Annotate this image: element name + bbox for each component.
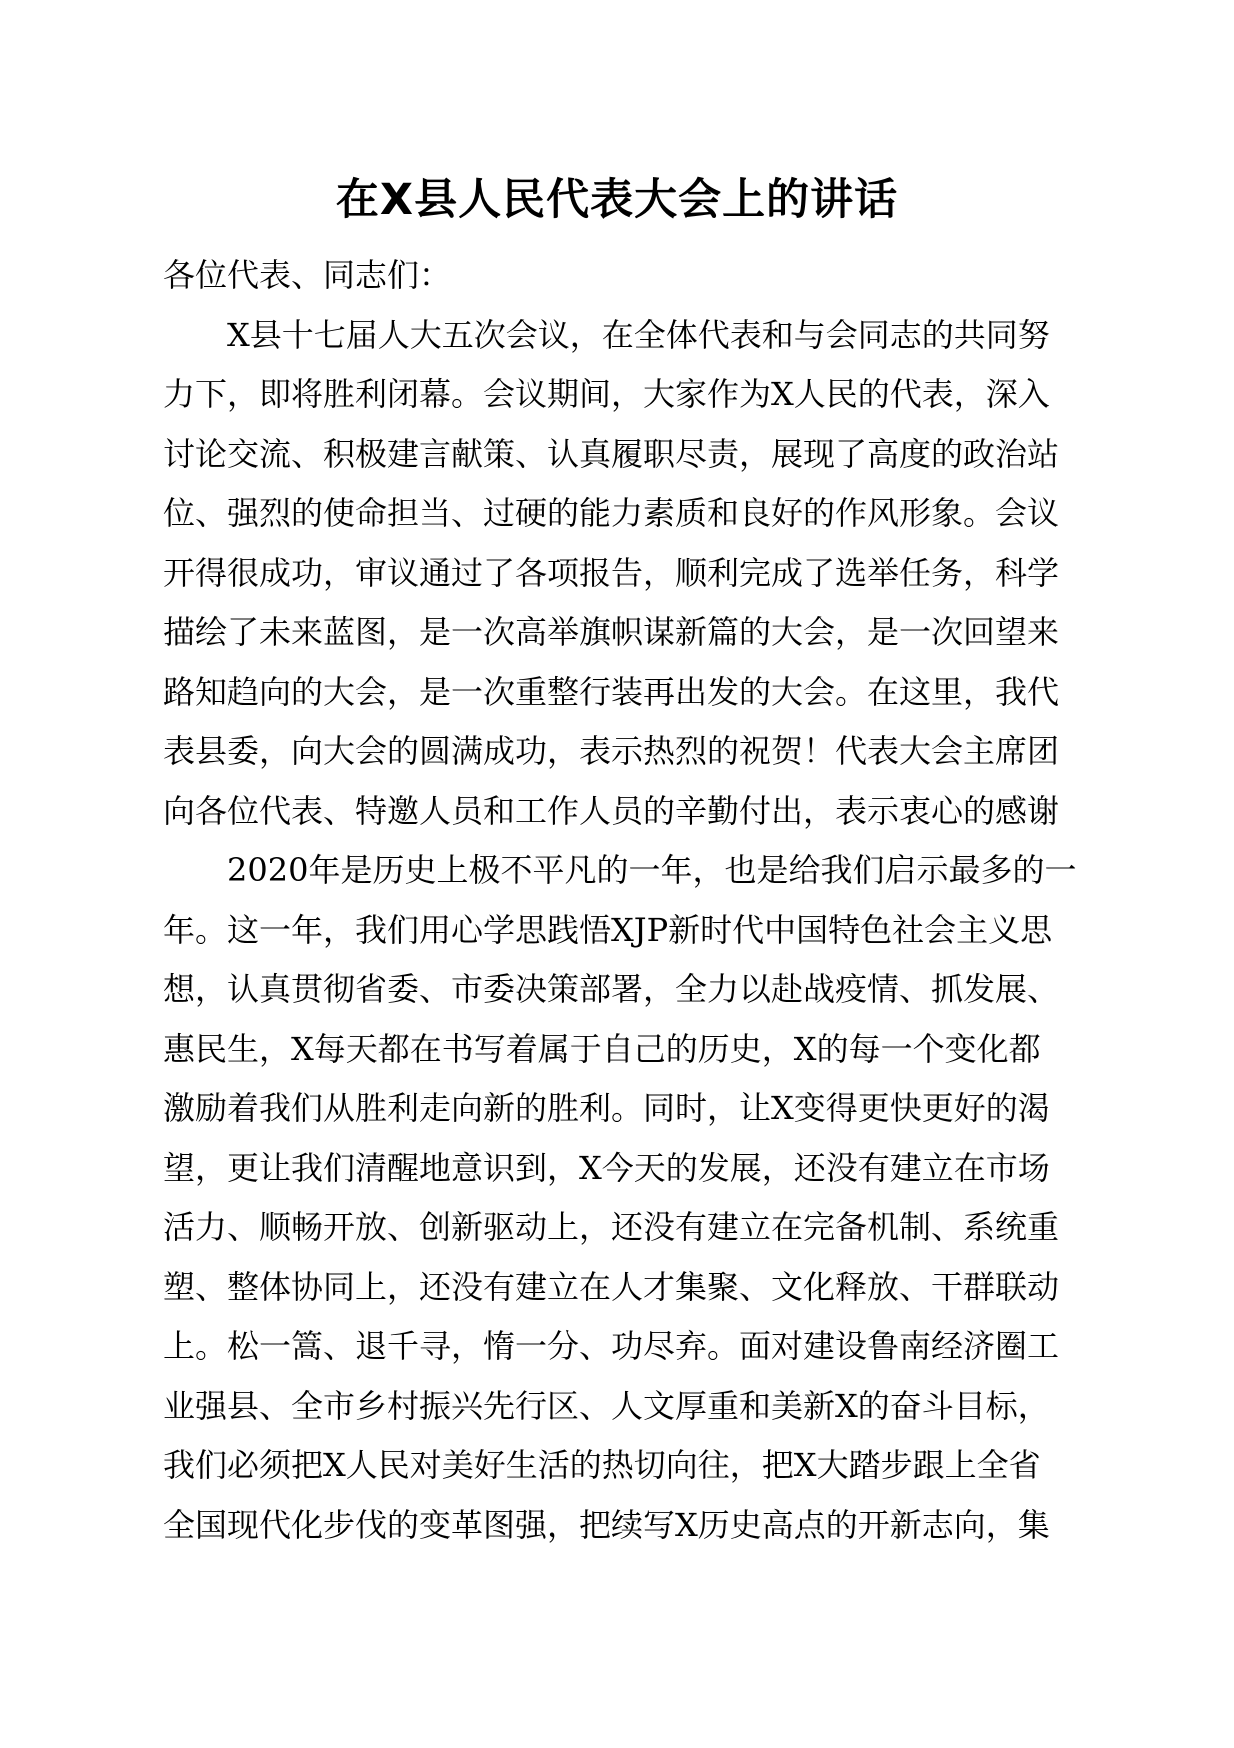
paragraph-line: 表县委，向大会的圆满成功，表示热烈的祝贺！代表大会主席团 xyxy=(163,732,1060,770)
paragraph-line: 上。松一篙、退千寻，惰一分、功尽弃。面对建设鲁南经济圈工 xyxy=(163,1327,1060,1365)
paragraph-2 xyxy=(163,841,1113,1555)
paragraph-line: 向各位代表、特邀人员和工作人员的辛勤付出，表示衷心的感谢 xyxy=(163,791,1060,830)
paragraph-line: 塑、整体协同上，还没有建立在人才集聚、文化释放、干群联动 xyxy=(163,1267,1060,1306)
paragraph-line: 业强县、全市乡村振兴先行区、人文厚重和美新X的奋斗目标， xyxy=(163,1386,1050,1425)
paragraph-line: 开得很成功，审议通过了各项报告，顺利完成了选举任务，科学 xyxy=(163,553,1060,592)
paragraph-line: 力下，即将胜利闭幕。会议期间，大家作为X人民的代表，深入 xyxy=(163,375,1050,413)
paragraph-line: 我们必须把X人民对美好生活的热切向往，把X大踏步跟上全省 xyxy=(163,1446,1041,1484)
paragraph-line: 激励着我们从胜利走向新的胜利。同时，让X变得更快更好的渴 xyxy=(163,1089,1050,1127)
paragraph-line: 路知趋向的大会，是一次重整行装再出发的大会。在这里，我代 xyxy=(163,672,1060,711)
greeting: 各位代表、同志们： xyxy=(163,256,452,294)
paragraph-line: 想，认真贯彻省委、市委决策部署，全力以赴战疫情、抓发展、 xyxy=(163,970,1060,1008)
paragraph-line: 讨论交流、积极建言献策、认真履职尽责，展现了高度的政治站 xyxy=(163,434,1060,473)
document-title: 在X县人民代表大会上的讲话 xyxy=(335,175,899,225)
document-body xyxy=(163,246,1113,1555)
paragraph-line: 全国现代化步伐的变革图强，把续写X历史高点的开新志向，集 xyxy=(163,1505,1050,1544)
paragraph-line: 年。这一年，我们用心学思践悟XJP新时代中国特色社会主义思 xyxy=(163,910,1053,949)
paragraph-line: 描绘了未来蓝图，是一次高举旗帜谋新篇的大会，是一次回望来 xyxy=(163,613,1060,651)
paragraph-line: 活力、顺畅开放、创新驱动上，还没有建立在完备机制、系统重 xyxy=(163,1208,1060,1246)
paragraph-line: 惠民生，X每天都在书写着属于自己的历史，X的每一个变化都 xyxy=(163,1029,1041,1068)
paragraph-line: 望，更让我们清醒地意识到，X今天的发展，还没有建立在市场 xyxy=(163,1148,1050,1187)
paragraph-line: 位、强烈的使命担当、过硬的能力素质和良好的作风形象。会议 xyxy=(163,494,1060,532)
paragraph-line: 2020年是历史上极不平凡的一年，也是给我们启示最多的一 xyxy=(227,851,1077,889)
paragraph-1 xyxy=(163,306,1113,842)
paragraph-line: X县十七届人大五次会议，在全体代表和与会同志的共同努 xyxy=(227,315,1050,354)
